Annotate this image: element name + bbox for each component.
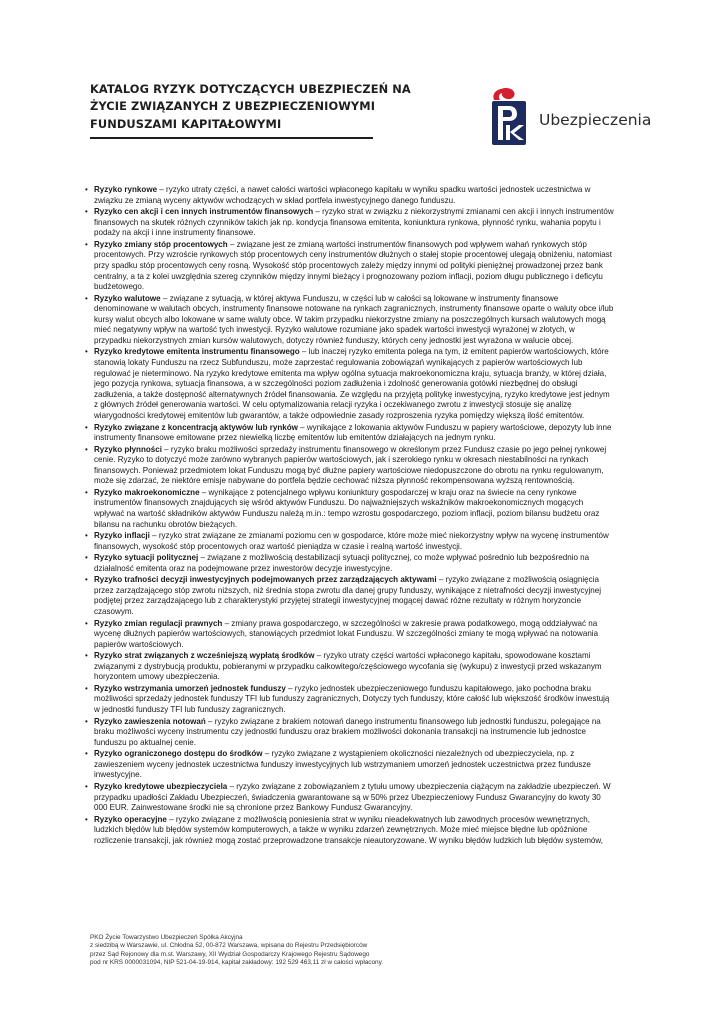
risk-term: Ryzyko operacyjne (94, 814, 167, 824)
risk-description: – ryzyko strat w związku z niekorzystnymi zmianami cen akcji i innych instrumentów finansowych na skutek różnych czynników takich jak np. kondycja finansowa emitenta, koniunktura rynkowa, płynność rynku, wahania popytu i podaży na akcji i inne instrumenty finansowe. (94, 207, 614, 238)
list-item (94, 207, 614, 239)
risk-term: Ryzyko rynkowe (94, 185, 158, 194)
risk-description: – ryzyko utraty części wartości wpłaconego kapitału, spowodowane kosztami związanymi z dystrybucją produktu, pobieranymi w przypadku całkowitego/częściowego wycofania się (wykupu) z inwestycji przed wskazanym horyzontem umowy ubezpieczenia. (94, 651, 602, 682)
list-item (94, 749, 614, 781)
risk-term: Ryzyko zawieszenia notowań (94, 716, 206, 726)
list-item (94, 782, 614, 814)
risk-description: – ryzyko związane z wystąpieniem okoliczności niezależnych od ubezpieczyciela, np. z zawieszeniem wyceny jednostek uczestnictwa funduszy inwestycyjnych lub wstrzymaniem umorzeń jednostek uczestnictwa przez fundusze inwestycyjne. (94, 749, 591, 780)
title-line: KATALOG RYZYK DOTYCZĄCYCH UBEZPIECZEŃ NA (90, 82, 411, 96)
risk-term: Ryzyko zmiany stóp procentowych (94, 239, 228, 249)
list-item (94, 575, 614, 617)
list-item (94, 423, 614, 444)
risk-term: Ryzyko strat związanych z wcześniejszą wypłatą środków (94, 651, 315, 661)
list-item (94, 531, 614, 552)
list-item (94, 553, 614, 574)
risk-description: – lub inaczej ryzyko emitenta polega na tym, iż emitent papierów wartościowych, które stanowią lokaty Funduszu na rzecz Subfunduszu, może zaprzestać regulowania zobowiązań wynikających z papierów wartościowych lub regulować je nieterminowo. Na ryzyko kredytowe emitenta ma wpływ ogólna sytuacja makroekonomiczna kraju, sytuacja branży, w której działa, jego pozycja rynkowa, sytuacja finansowa, a w szczególności poziom zadłużenia i zdolność generowania gotówki niezbędnej do obsługi zadłużenia, a także dostępność alternatywnych źródeł finansowania. Ze względu na przyjętą politykę inwestycyjną, ryzyko kredytowe jest jednym z głównych źródeł generowania wartości. W celu optymalizowania relacji ryzyka i oczekiwanego zwrotu z inwestycji stosuje się analizę wiarygodności kredytowej emitentów lub gwarantów, a także odpowiednie zasady rozproszenia ryzyka pomiędzy większą ilość emitentów. (94, 347, 610, 421)
list-item (94, 347, 614, 421)
risk-description: – ryzyko strat związane ze zmianami poziomu cen w gospodarce, które może mieć niekorzystny wpływ na wycenę instrumentów finansowych, wysokość stóp procentowych oraz wartość pieniądza w czasie i realną wartość inwestycji. (94, 531, 609, 551)
risk-description: – wynikające z potencjalnego wpływu koniunktury gospodarczej w kraju oraz na świecie na ceny rynkowe instrumentów finansowych znajdujących się wśród aktywów Funduszu. Do najważniejszych wskaźników makroekonomicznych mogących wpływać na wartość składników aktywów Funduszu należą m.in.: tempo wzrostu gospodarczego, poziom inflacji, poziom bilansu budżetu oraz bilansu na rachunku obrotów bieżących. (94, 487, 600, 529)
list-item (94, 619, 614, 651)
risk-description: – ryzyko związane z możliwością osiągnięcia przez zarządzającego stóp zwrotu niższych, niż średnia stopa zwrotu dla danej grupy funduszy, wynikające z nietrafności decyzji inwestycyjnej podjętej przez zarządzającego lub z charakterystyki przyjętej strategii inwestycyjnej mogącej dawać różne rezultaty w różnym horyzoncie czasowym. (94, 575, 602, 617)
footer-line: pod nr KRS 0000031094, NIP 521-04-19-914, kapitał zakładowy: 192 529 463,11 zł w całości wpłacony. (90, 958, 384, 966)
risk-term: Ryzyko makroekonomiczne (94, 487, 200, 497)
risk-description: – ryzyko związane z brakiem notowań danego instrumentu finansowego lub jednostki funduszu, polegające na braku możliwości wyceny instrumentu czy jednostki funduszu oraz brakiem możliwości dokonania transakcji na instrumencie lub jednostce funduszu po aktualnej cenie. (94, 716, 601, 747)
list-item (94, 717, 614, 749)
risk-description: – związane z sytuacją, w której aktywa Funduszu, w części lub w całości są lokowane w instrumenty finansowe denominowane w walutach obcych, instrumenty finansowe notowane na rynkach zagranicznych, instrumenty finansowe oparte o waluty obce i/lub kursy walut obcych albo lokowane w same waluty obce. W takim przypadku niekorzystne zmiany na poszczególnych kursach walutowych mogą mieć negatywny wpływ na wartość tych inwestycji. Ryzyko walutowe rozumiane jako spadek wartości inwestycji wyrażonej w złotych, w przypadku niekorzystnych zmian kursów walutowych, dotyczy również funduszy, których ceny jednostki jest wyrażona w walucie obcej. (94, 293, 614, 345)
title-underline (90, 137, 373, 139)
risk-description: – ryzyko utraty części, a nawet całości wartości wpłaconego kapitału w wyniku spadku wartości jednostek uczestnictwa w związku ze zmianą wyceny aktywów wchodzących w skład portfela inwestycyjnego danego funduszu. (94, 185, 591, 205)
risk-term: Ryzyko trafności decyzji inwestycyjnych podejmowanych przez zarządzających aktywami (94, 575, 437, 585)
list-item (94, 488, 614, 530)
list-item (94, 651, 614, 683)
footer-line: PKO Życie Towarzystwo Ubezpieczeń Spółka Akcyjna (90, 934, 243, 941)
risk-term: Ryzyko cen akcji i cen innych instrumentów finansowych (94, 207, 314, 217)
list-item (94, 185, 614, 206)
list-item (94, 294, 614, 347)
risk-description: – związane jest ze zmianą wartości instrumentów finansowych pod wpływem wahań rynkowych stóp procentowych. Przy wzroście rynkowych stóp procentowych ceny instrumentów dłużnych o stałej stopie procentowej ulegają obniżeniu, natomiast przy spadku stóp procentowych ceny rosną. Wysokość stóp procentowych zależy między innymi od polityki pieniężnej prowadzonej przez bank centralny, a ta z kolei uwzględnia szereg czynników między innymi bieżący i prognozowany poziom inflacji, poziom długu publicznego i deficytu budżetowego. (94, 239, 612, 292)
risk-term: Ryzyko kredytowe ubezpieczyciela (94, 781, 228, 791)
title-line: ŻYCIE ZWIĄZANYCH Z UBEZPIECZENIOWYMI (90, 99, 376, 114)
risk-description: – wynikające z lokowania aktywów Funduszu w papiery wartościowe, depozyty lub inne instrumenty finansowe emitowane przez niewielką liczbę emitentów lub emitentów działających na jednym rynku. (94, 422, 612, 443)
risk-list (94, 185, 614, 847)
risk-term: Ryzyko ograniczonego dostępu do środków (94, 749, 263, 759)
footer-line: z siedzibą w Warszawie, ul. Chłodna 52, 00-872 Warszawa, wpisana do Rejestru Przedsiębiorców (90, 942, 368, 950)
risk-term: Ryzyko inflacji (94, 531, 150, 541)
brand-name: Ubezpieczenia (539, 111, 652, 129)
risk-term: Ryzyko sytuacji politycznej (94, 553, 199, 563)
footer-line: przez Sąd Rejonowy dla m.st. Warszawy, XII Wydział Gospodarczy Krajowego Rejestru Sądowego (90, 950, 370, 958)
risk-term: Ryzyko płynności (94, 444, 162, 454)
risk-description: – zmiany prawa gospodarczego, w szczególności w zakresie prawa podatkowego, mogą oddziaływać na wycenę dłużnych papierów wartościowych, stanowiących przedmiot lokat Funduszu. W szczególności zmiany te mogą wpływać na notowania papierów wartościowych. (94, 618, 599, 649)
risk-description: – ryzyko braku możliwości sprzedaży instrumentu finansowego w określonym przez Fundusz czasie po jego pełnej rynkowej cenie. Ryzyko to dotyczyć może zarówno wybranych papierów wartościowych, jak i szerokiego rynku w okresach niestabilności na rynkach finansowych. Ponieważ przedmiotem lokat Funduszu mogą być dłużne papiery wartościowe niedopuszczone do obrotu na rynku regulowanym, może się zdarzać, że niektóre emisje nabywane do portfela będzie cechować niższa płynność rekompensowana wyższą rentownością. (94, 444, 607, 486)
risk-term: Ryzyko kredytowe emitenta instrumentu finansowego (94, 347, 300, 357)
list-item (94, 684, 614, 716)
list-item (94, 240, 614, 293)
risk-description: – ryzyko związane z możliwością poniesienia strat w wyniku nieadekwatnych lub zawodnych procesów wewnętrznych, ludzkich błędów lub błędów systemów komputerowych, a także w wyniku zdarzeń zewnętrznych. Może mieć miejsce błędne lub opóźnione rozliczenie transakcji, jak również mogą zostać przeprowadzone transakcje nieautoryzowane. W wyniku błędów ludzkich lub błędów systemów, (94, 814, 603, 845)
company-footer (90, 934, 510, 967)
risk-term: Ryzyko walutowe (94, 293, 161, 303)
risk-description: – ryzyko związane z zobowiązaniem z tytułu umowy ubezpieczenia ciążącym na zakładzie ubezpieczeń. W przypadku upadłości Zakładu Ubezpieczeń, świadczenia gwarantowane są w 50% przez Ubezpieczeniowy Fundusz Gwarancyjny do kwoty 30 000 EUR. Zainwestowane środki nie są chronione przez Bankowy Fundusz Gwarancyjny. (94, 781, 611, 813)
risk-description: – ryzyko jednostek ubezpieczeniowego funduszu kapitałowego, jako pochodna braku możliwości sprzedaży jednostek funduszy TFI lub funduszy zagranicznych, Dotyczy tych funduszy, które całość lub większość środków inwestują w jednostki funduszy TFI lub funduszy zagranicznych. (94, 683, 610, 715)
list-item (94, 815, 614, 847)
list-item (94, 445, 614, 487)
title-line: FUNDUSZAMI KAPITAŁOWYMI (90, 116, 282, 131)
risk-description: – związane z możliwością destabilizacji sytuacji politycznej, co może wpływać pośrednio lub bezpośrednio na działalność emitenta oraz na podejmowane przez inwestorów decyzje inwestycyjne. (94, 553, 590, 573)
risk-term: Ryzyko zmian regulacji prawnych (94, 618, 223, 628)
document-title (90, 81, 410, 133)
risk-term: Ryzyko związane z koncentracją aktywów lub rynków (94, 422, 298, 432)
risk-term: Ryzyko wstrzymania umorzeń jednostek funduszy (94, 683, 286, 693)
